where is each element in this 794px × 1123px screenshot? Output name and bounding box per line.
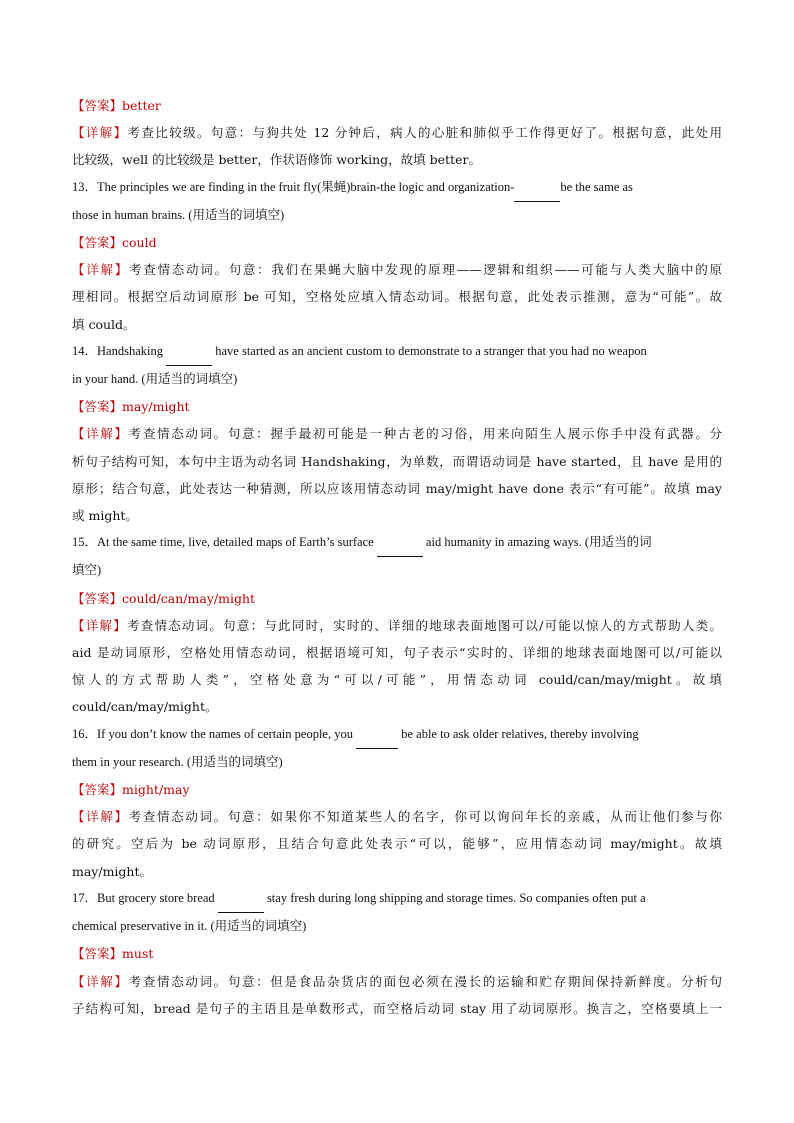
detail-line xyxy=(72,803,722,830)
question-line: in your hand. (用适当的词填空) xyxy=(72,372,238,387)
detail-line: aid 是动词原形，空格处用情态动词，根据语境可知，句子表示“实时的、详细的地球表面地图可以/可能以 xyxy=(72,645,722,661)
question-text: have started as an ancient custom to demonstrate to a stranger that you had no weapon xyxy=(215,343,647,358)
detail-line xyxy=(72,119,722,146)
detail-line xyxy=(72,612,722,639)
answer-blank xyxy=(514,174,560,202)
answer-text: better xyxy=(122,98,161,113)
detail-text: 考查情态动词。句意：如果你不知道某些人的名字，你可以询问年长的亲戚，从而让他们参与你 xyxy=(128,809,722,825)
detail-line: 比较级，well 的比较级是 better，作状语修饰 working，故填 better。 xyxy=(72,152,481,168)
question-text: stay fresh during long shipping and storage times. So companies often put a xyxy=(266,890,646,905)
answer-line xyxy=(72,585,722,612)
question-line xyxy=(72,721,722,749)
detail-line: may/might。 xyxy=(72,863,153,879)
document-page xyxy=(72,92,722,1022)
detail-text: 考查情态动词。句意：我们在果蝇大脑中发现的原理——逻辑和组织——可能与人类大脑中的原 xyxy=(128,262,722,278)
detail-text: 考查比较级。句意：与狗共处 12 分钟后，病人的心脏和肺似乎工作得更好了。根据句意，此处用 xyxy=(127,125,722,141)
answer-text: could/can/may/might xyxy=(122,590,256,606)
answer-tag: 【答案】 xyxy=(72,98,123,113)
question-number: 17． xyxy=(72,890,98,905)
detail-text: 考查情态动词。句意：握手最初可能是一种古老的习俗，用来向陌生人展示你手中没有武器。分 xyxy=(128,426,722,442)
question-text: If you don’t know the names of certain people, you xyxy=(97,726,353,741)
question-text: aid humanity in amazing ways. (用适当的词 xyxy=(425,535,652,550)
detail-line xyxy=(72,968,722,995)
question-line: chemical preservative in it. (用适当的词填空) xyxy=(72,919,307,934)
detail-text: 考查情态动词。句意：与此同时，实时的、详细的地球表面地图可以/可能以惊人的方式帮助人类。 xyxy=(126,617,722,633)
answer-blank xyxy=(356,721,398,749)
answer-tag: 【答案】 xyxy=(72,399,123,415)
answer-blank xyxy=(377,529,423,557)
question-text: Handshaking xyxy=(97,343,163,358)
detail-line: 的研究。空后为 be 动词原形，且结合句意此处表示“可以，能够”，应用情态动词 may/might。故填 xyxy=(72,836,722,852)
question-line xyxy=(72,338,722,366)
answer-tag: 【答案】 xyxy=(72,235,123,251)
question-line: them in your research. (用适当的词填空) xyxy=(72,754,283,769)
answer-text: might/may xyxy=(122,782,190,798)
answer-line xyxy=(72,92,722,119)
question-line: 填空) xyxy=(72,563,102,578)
answer-text: could xyxy=(122,235,157,251)
question-text: be the same as xyxy=(560,179,633,194)
answer-text: may/might xyxy=(122,399,190,415)
detail-tag: 【详解】 xyxy=(72,125,128,141)
detail-tag: 【详解】 xyxy=(72,809,129,825)
detail-tag: 【详解】 xyxy=(72,426,129,442)
detail-line: 理相同。根据空后动词原形 be 可知，空格处应填入情态动词。根据句意，此处表示推测，意为“可能”。故 xyxy=(72,289,722,305)
question-number: 13． xyxy=(72,179,98,194)
answer-line xyxy=(72,393,722,420)
answer-blank xyxy=(218,885,264,913)
detail-line: 析句子结构可知，本句中主语为动名词 Handshaking，为单数，而谓语动词是 have started，且 have 是用的 xyxy=(72,453,722,469)
question-line: those in human brains. (用适当的词填空) xyxy=(72,207,285,222)
detail-line: 原形；结合句意，此处表达一种猜测，所以应该用情态动词 may/might have done 表示“有可能”。故填 may xyxy=(72,480,722,496)
question-text: But grocery store bread xyxy=(97,890,215,905)
detail-text: 考查情态动词。句意：但是食品杂货店的面包必须在漫长的运输和贮存期间保持新鲜度。分析句 xyxy=(128,973,722,989)
detail-tag: 【详解】 xyxy=(72,617,127,633)
answer-blank xyxy=(166,338,212,366)
question-number: 16． xyxy=(72,726,98,741)
question-line xyxy=(72,885,722,913)
question-number: 14． xyxy=(72,343,98,358)
detail-tag: 【详解】 xyxy=(72,262,129,278)
question-line xyxy=(72,174,722,202)
question-text: The principles we are finding in the fruit fly(果蝇)brain-the logic and organization- xyxy=(97,179,515,194)
detail-line: 子结构可知，bread 是句子的主语且是单数形式，而空格后动词 stay 用了动词原形。换言之，空格要填上一 xyxy=(72,1000,722,1016)
answer-line xyxy=(72,776,722,803)
detail-tag: 【详解】 xyxy=(72,973,129,989)
detail-line xyxy=(72,420,722,447)
answer-line xyxy=(72,940,722,967)
detail-line: 填 could。 xyxy=(72,316,136,332)
answer-line xyxy=(72,229,722,256)
question-number: 15． xyxy=(72,535,98,550)
question-text: At the same time, live, detailed maps of Earth’s surface xyxy=(97,535,374,550)
question-line xyxy=(72,529,722,557)
answer-tag: 【答案】 xyxy=(72,782,123,798)
answer-tag: 【答案】 xyxy=(72,946,123,962)
answer-tag: 【答案】 xyxy=(72,590,123,606)
detail-line: 或 might。 xyxy=(72,508,138,524)
detail-line: could/can/may/might。 xyxy=(72,699,218,715)
detail-line: 惊人的方式帮助人类”，空格处意为“可以/可能”，用情态动词 could/can/may/might。故填 xyxy=(72,672,722,688)
detail-line xyxy=(72,256,722,283)
answer-text: must xyxy=(122,946,154,962)
question-text: be able to ask older relatives, thereby involving xyxy=(401,726,639,741)
